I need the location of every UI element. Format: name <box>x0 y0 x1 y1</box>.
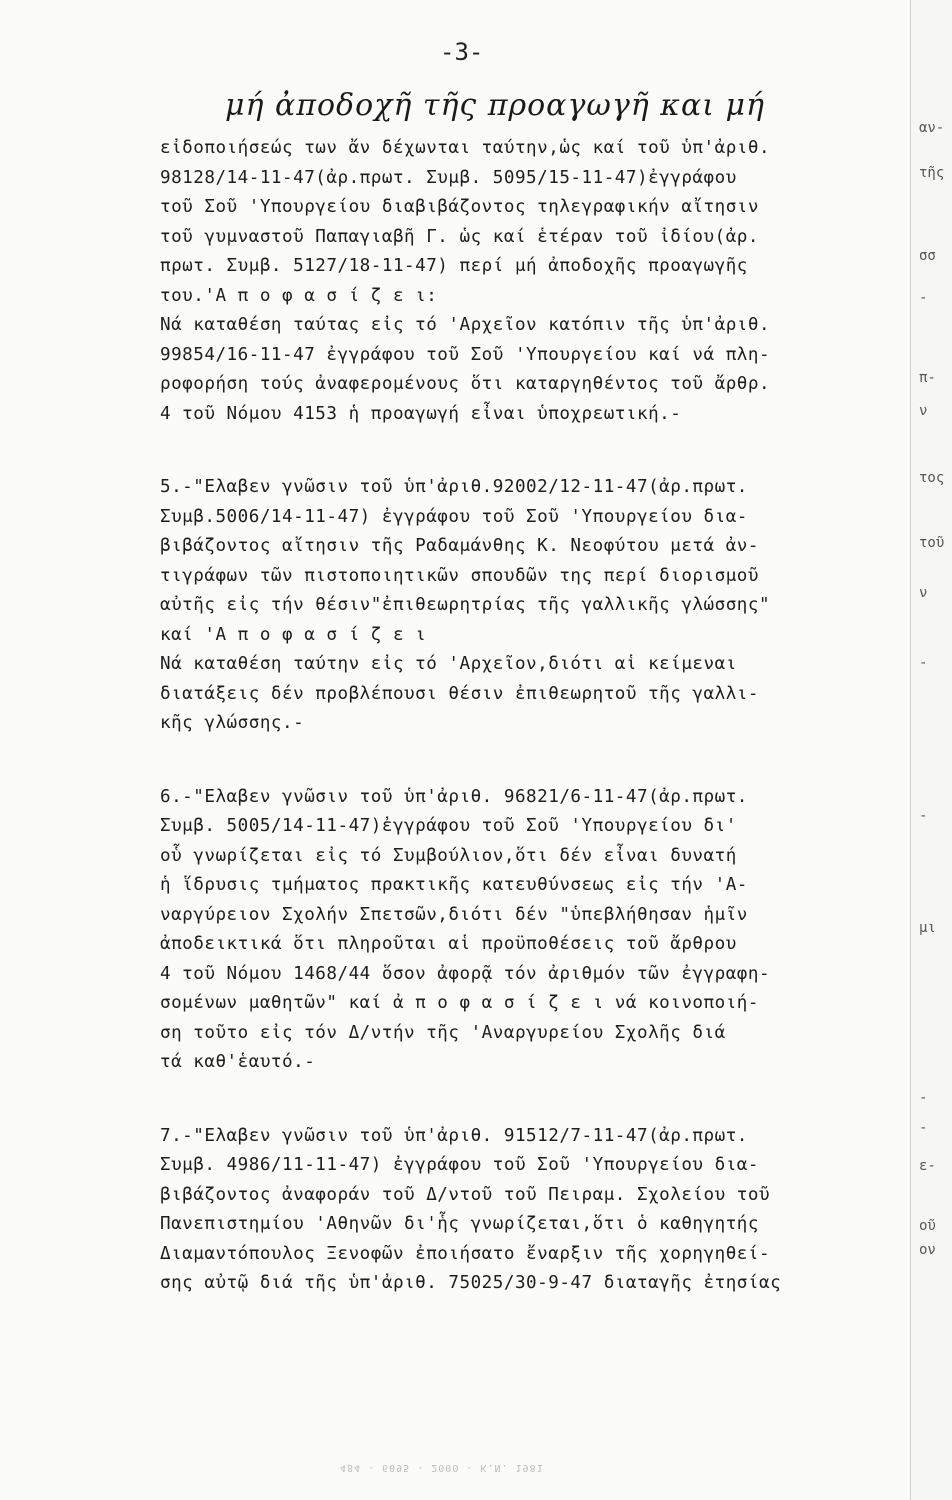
paragraph-item-7 <box>160 1122 905 1299</box>
text-line: ροφορήση τούς ἀναφερομένους ὅτι καταργηθέντος τοῦ ἄρθρ. <box>160 374 771 394</box>
text-line: ἡ ἵδρυσις τμήματος πρακτικῆς κατευθύνσεως εἰς τήν 'Α- <box>160 875 748 895</box>
margin-fragment: τος <box>919 470 945 486</box>
text-line: εἰδοποιήσεώς των ἄν δέχωνται ταύτην,ὡς καί τοῦ ὑπ'ἀριθ. <box>160 138 771 158</box>
page-number: -3- <box>440 38 484 66</box>
margin-fragment: - <box>919 290 928 306</box>
typed-body <box>160 134 905 1299</box>
text-line: Συμβ.5006/14-11-47) ἐγγράφου τοῦ Σοῦ 'Υπουργείου δια- <box>160 506 748 527</box>
margin-fragment: π- <box>919 370 936 386</box>
handwritten-annotation: μή ἀποδοχῆ τῆς προαγωγῆ και μή <box>225 88 765 123</box>
text-line: Πανεπιστημίου 'Αθηνῶν δι'ἧς γνωρίζεται,ὅτι ὁ καθηγητής <box>160 1214 759 1234</box>
text-line: Συμβ. 5005/14-11-47)ἐγγράφου τοῦ Σοῦ 'Υπουργείου δι' <box>160 816 737 836</box>
text-line: 7.-"Ελαβεν γνῶσιν τοῦ ὑπ'ἀριθ. 91512/7-11-47(ἀρ.πρωτ. <box>160 1125 748 1146</box>
margin-fragment: μι <box>919 920 936 936</box>
text-line: 4 τοῦ Νόμου 1468/44 ὅσον ἀφορᾷ τόν ἀριθμόν τῶν ἐγγραφη- <box>160 963 771 984</box>
text-line: Συμβ. 4986/11-11-47) ἐγγράφου τοῦ Σοῦ 'Υπουργείου δια- <box>160 1155 759 1175</box>
paragraph-item-6 <box>160 783 905 1078</box>
margin-fragment: ν <box>919 403 928 419</box>
text-line: οὗ γνωρίζεται εἰς τό Συμβούλιον,ὅτι δέν εἶναι δυνατή <box>160 845 737 866</box>
margin-fragment: ον <box>919 1242 936 1258</box>
text-line: καί 'Α π ο φ α σ ί ζ ε ι <box>160 624 427 645</box>
text-line: διατάξεις δέν προβλέπουσι θέσιν ἐπιθεωρητοῦ τῆς γαλλι- <box>160 683 759 704</box>
margin-fragment: τοῦ <box>919 535 945 551</box>
text-line: τά καθ'ἑαυτό.- <box>160 1052 316 1072</box>
margin-fragment: - <box>919 808 928 824</box>
text-line: ἀποδεικτικά ὅτι πληροῦται αἱ προϋποθέσεις τοῦ ἄρθρου <box>160 934 737 954</box>
printer-footer-mark: 484 - 6095 - 2000 - Κ.Ν. 1981 <box>340 1462 544 1473</box>
text-line: κῆς γλώσσης.- <box>160 713 305 733</box>
text-line: 98128/14-11-47(ἀρ.πρωτ. Συμβ. 5095/15-11-47)ἐγγράφου <box>160 167 737 188</box>
text-line: 5.-"Ελαβεν γνῶσιν τοῦ ὑπ'ἀριθ.92002/12-11-47(ἀρ.πρωτ. <box>160 477 748 497</box>
margin-fragment: σσ <box>919 248 936 264</box>
margin-fragment: ν <box>919 585 928 601</box>
text-line: 6.-"Ελαβεν γνῶσιν τοῦ ὑπ'ἀριθ. 96821/6-11-47(ἀρ.πρωτ. <box>160 786 748 807</box>
text-line: του.'Α π ο φ α σ ί ζ ε ι: <box>160 285 438 306</box>
text-line: βιβάζοντος αἴτησιν τῆς Ραδαμάνθης Κ. Νεοφύτου μετά ἀν- <box>160 536 759 556</box>
text-line: Διαμαντόπουλος Ξενοφῶν ἐποιήσατο ἔναρξιν τῆς χορηγηθεί- <box>160 1243 771 1264</box>
text-line: τοῦ γυμναστοῦ Παπαγιαβῆ Γ. ὡς καί ἑτέραν τοῦ ἰδίου(ἀρ. <box>160 226 759 247</box>
margin-fragment: ε- <box>919 1158 936 1174</box>
paragraph-item-5 <box>160 473 905 739</box>
text-line: Νά καταθέση ταύτας εἰς τό 'Αρχεῖον κατόπιν τῆς ὑπ'ἀριθ. <box>160 315 771 335</box>
text-line: σομένων μαθητῶν" καί ἀ π ο φ α σ ί ζ ε ι νά κοινοποιή- <box>160 993 759 1013</box>
text-line: 99854/16-11-47 ἐγγράφου τοῦ Σοῦ 'Υπουργείου καί νά πλη- <box>160 344 771 365</box>
text-line: τιγράφων τῶν πιστοποιητικῶν σπουδῶν της περί διορισμοῦ <box>160 565 759 586</box>
margin-fragment: τῆς <box>919 165 945 181</box>
margin-fragment: - <box>919 655 928 671</box>
text-line: τοῦ Σοῦ 'Υπουργείου διαβιβάζοντος τηλεγραφικήν αἴτησιν <box>160 197 759 217</box>
text-line: ση τοῦτο εἰς τόν Δ/ντήν τῆς 'Αναργυρείου Σχολῆς διά <box>160 1022 726 1043</box>
text-line: πρωτ. Συμβ. 5127/18-11-47) περί μή ἀποδοχῆς προαγωγῆς <box>160 256 748 276</box>
adjacent-page-margin <box>910 0 952 1500</box>
text-line: Νά καταθέση ταύτην εἰς τό 'Αρχεῖον,διότι αἱ κείμεναι <box>160 654 737 674</box>
margin-fragment: - <box>919 1090 928 1106</box>
text-line: 4 τοῦ Νόμου 4153 ἡ προαγωγή εἶναι ὑποχρεωτική.- <box>160 403 682 424</box>
text-line: σης αὐτῷ διά τῆς ὑπ'ἀριθ. 75025/30-9-47 διαταγῆς ἐτησίας <box>160 1273 782 1293</box>
text-line: αὐτῆς εἰς τήν θέσιν"ἐπιθεωρητρίας τῆς γαλλικῆς γλώσσης" <box>160 595 771 615</box>
margin-fragment: - <box>919 1120 928 1136</box>
text-line: ναργύρειον Σχολήν Σπετσῶν,διότι δέν "ὑπεβλήθησαν ἡμῖν <box>160 904 748 925</box>
paragraph-continuation <box>160 134 905 429</box>
text-line: βιβάζοντος ἀναφοράν τοῦ Δ/ντοῦ τοῦ Πειραμ. Σχολείου τοῦ <box>160 1184 771 1205</box>
margin-fragment: αν- <box>919 120 945 136</box>
margin-fragment: οῦ <box>919 1218 936 1234</box>
